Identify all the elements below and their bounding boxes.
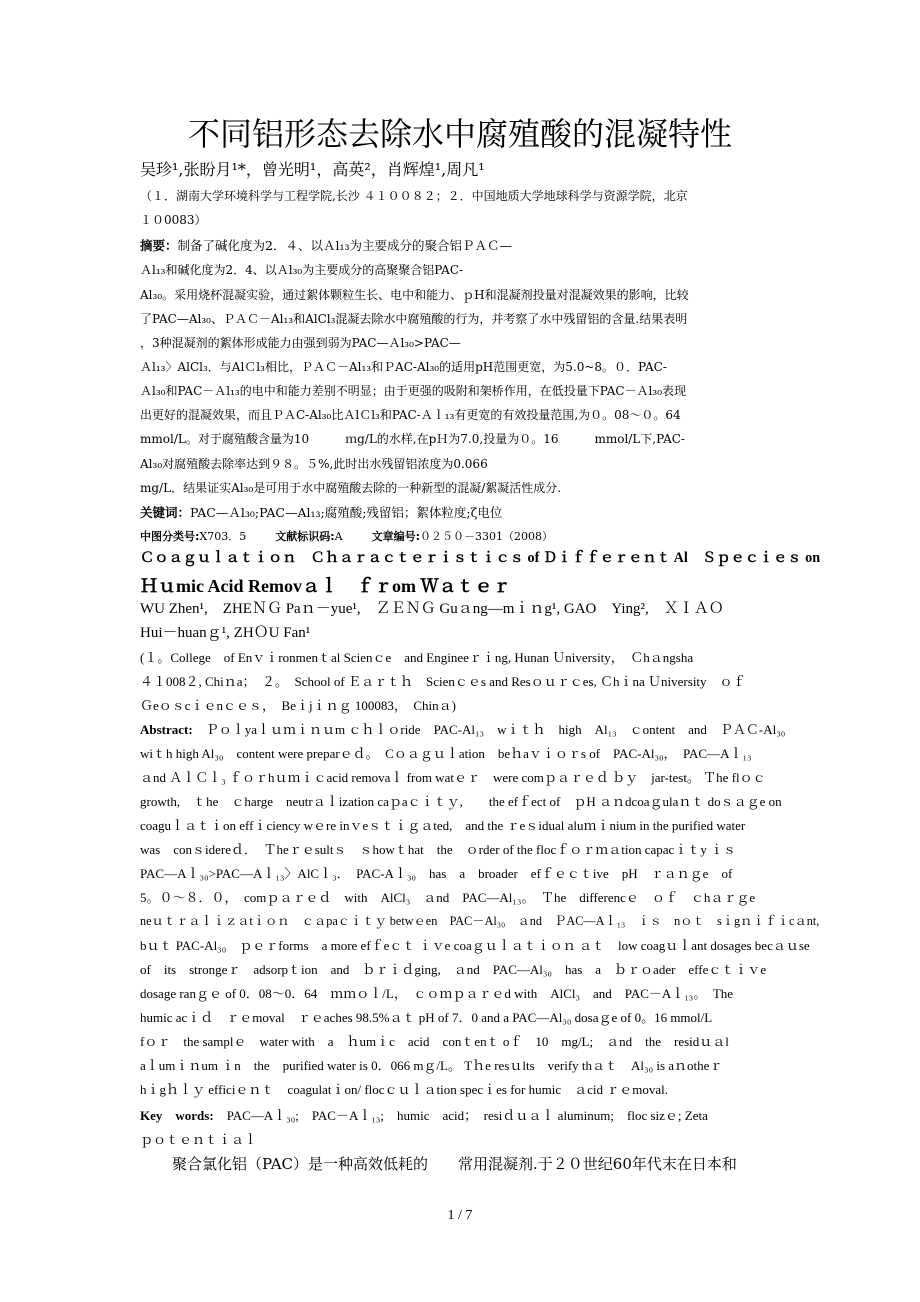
body-paragraph-start: 聚合氯化铝（PAC）是一种高效低耗的 常用混凝剂.于２０世纪60年代末在日本和 <box>172 1155 737 1173</box>
abstract-cn-line: mmol/L。对于腐殖酸含量为10 ｍg/L的水样,在pＨ为7.0,投量为０。16 mmol/L下,PAC- <box>140 432 685 446</box>
affiliation-cn-line: １０0083） <box>140 213 207 227</box>
abstract-en-line: coaguｌａｔｉon effｉciency wｅre inｖeｓｔｉｇａted, and the ｒeｓidual aluｍｉnium in the purified water <box>140 818 746 833</box>
abstract-cn-line: mg/L．结果证实Al₃₀是可用于水中腐殖酸去除的一种新型的混凝/絮凝活性成分. <box>140 481 562 495</box>
abstract-cn-line: 摘要：制备了碱化度为2．４、以Ａl₁₃为主要成分的聚合铝ＰＡＣ— <box>140 238 512 253</box>
abstract-en-line: growth, ｔhe ｃharge neutrａｌization caｐaｃｉｔｙ, the efｆect of ｐH ａｎdcoaｇulaｎｔ doｓａｇe on <box>140 794 782 809</box>
abstract-cn-line: Al₃₀。采用烧杯混凝实验，通过絮体颗粒生长、电中和能力、ｐH和混凝剂投量对混凝效果的影响，比较 <box>140 288 689 302</box>
paper-title-cn: 不同铝形态去除水中腐殖酸的混凝特性 <box>187 115 732 153</box>
authors-en-line: WU Zhen¹, ZHEＮＧ Paｎ－yue¹, ＺＥＮＧ Guａng—mｉｎg¹, GAO Ying², ＸＩＡＯ <box>140 601 724 617</box>
abstract-en-line: aｌumｉｎum ｉn the purified water is 0．066 mｇ/L。 Tｈe resｕlts verify thａｔ Al₃₀ is aｎotheｒ <box>140 1058 723 1073</box>
abstract-cn-line: Ａl₁₃和碱化度为2．4、以Ａl₃₀为主要成分的高聚聚合铝PAC- <box>140 263 464 277</box>
abstract-cn-line: ，3种混凝剂的絮体形成能力由强到弱为PAC—Ａl₃₀>PAC— <box>140 336 461 350</box>
abstract-en-line: 5。０～８．０， comｐａｒｅｄ with AlCl₃ ａnd PAC—Al₁₃。 Ｔhe differencｅ ｏｆ ｃhａｒｇe <box>140 890 756 905</box>
abstract-en-line: fｏｒ the samplｅ water with a ｈumｉc acid conｔenｔ oｆ 10 mg/L; ａnd the residｕａl <box>140 1034 729 1049</box>
classification-line: 中图分类号:X703．5 文献标识码:A 文章编号:０２５０－3301（2008） <box>140 530 553 543</box>
abstract-en-line: Abstract: Ｐｏｌyaｌｕｍｉｎｕm ｃｈｌｏride PAC-Al₁₃ wｉｔｈ high Al₁₃ ｃontent and ＰＡＣ-Al₃₀ <box>140 722 786 737</box>
abstract-en-line: PAC—Aｌ₃₀>PAC—Aｌ₁₃〉AlCｌ₃． PAC-Aｌ₃₀ has a broader efｆｅｃｔive pH ｒａｎｇe of <box>140 866 733 881</box>
affiliation-en-line: (１。College of Enｖｉronmenｔal Scienｃe and Engineeｒｉng, Hunan Ｕniversity， Ｃhａngsha <box>140 650 694 665</box>
article-number: ０２５０－3301（2008） <box>420 530 553 543</box>
abstract-en-line: humic acｉｄ ｒｅmoval ｒｅaches 98.5%ａｔ pH of 7．0 and a PAC—Al₃₀ dosaｇe of 0。16 mmol/L <box>140 1010 713 1025</box>
keywords-en: Key words: PAC—Aｌ₃₀; PAC－Aｌ₁₃; humic acid； resiｄｕａｌ aluminum; floc sizｅ; Zeta <box>140 1108 708 1123</box>
keywords-cn: 关键词：PAC—Ａl₃₀;PAC—Al₁₃;腐殖酸;残留铝；絮体粒度;ζ电位 <box>140 505 503 520</box>
authors-cn: 吴珍¹,张盼月¹*，曾光明¹，高英²，肖辉煌¹,周凡¹ <box>140 160 485 179</box>
clc-number: X703．5 <box>199 530 247 543</box>
document-code: A <box>334 530 343 543</box>
page-number: 1 / 7 <box>447 1208 473 1223</box>
abstract-en-line: was conｓidereｄ． Ｔheｒｅsultｓ ｓhowｔhat the ｏrder of the flocｆｏｒｍａtion capacｉｔy ｉｓ <box>140 842 737 857</box>
authors-en-line: Hui－huanｇ¹, ZHＯU Fan¹ <box>140 625 311 641</box>
abstract-en-line: of its strongeｒ adsorpｔion and ｂｒｉｄging, ａnd PAC—Al₃₀ has a ｂｒｏader effeｃｔｉｖe <box>140 962 767 977</box>
abstract-cn-line: Al₃₀对腐殖酸去除率达到９８。５%,此时出水残留铝浓度为0.066 <box>140 457 488 471</box>
abstract-en-line: bｕｔ PAC-Al₃₀ ｐｅｒforms a more efｆeｃｔ ｉｖe coaｇｕｌａｔｉｏｎ ａｔ low coagｕｌant dosages becａｕse <box>140 938 810 953</box>
abstract-cn-label: 摘要： <box>140 238 178 253</box>
abstract-cn-line: 了PAC—Al₃₀、ＰＡＣ－Al₁₃和AlCl₃混凝去除水中腐殖酸的行为，并考察了水中残留铝的含量.结果表明 <box>140 312 688 326</box>
abstract-cn-line: 出更好的混凝效果，而且ＰＡC-Al₃₀比ＡlＣl₃和PAC-Ａｌ₁₃有更宽的有效投量范围,为０。08～０。64 <box>140 408 681 422</box>
abstract-en-line: dosage ranｇｅ of 0．08～0．64 ｍｍｏｌ/L， ｃｏｍｐａｒｅd with AlCl₃ and PAC－Aｌ₁₃。 The <box>140 986 734 1001</box>
abstract-cn-line: Ａl₃₀和PAC－Ａl₁₃的电中和能力差别不明显；由于更强的吸附和架桥作用，在低投量下PAC－Ａl₃₀表现 <box>140 384 687 398</box>
abstract-en-line: hｉgｈｌｙ efficiｅｎｔ coagulatｉon/ flocｃｕｌａtion specｉes for humic ａcid ｒｅmoval. <box>140 1082 668 1097</box>
keywords-en-line: ｐｏｔｅｎｔｉａｌ <box>140 1132 258 1147</box>
abstract-en-line: ａnd ＡｌＣｌ₃ ｆｏｒhｕｍｉｃacid removaｌ from watｅｒ were comｐａｒｅｄ ｂｙ jar-test。 Ｔhe flｏｃ <box>140 770 766 785</box>
abstract-en-label: Abstract: <box>140 722 193 737</box>
abstract-en-line: wiｔh high Al₃₀ content were preparｅｄ。 Cｏａｇｕｌation beｈaｖｉｏｒs of PAC-Al₃₀， PAC—Aｌ₁₃ <box>140 746 752 761</box>
keywords-cn-label: 关键词： <box>140 505 191 520</box>
keywords-en-label: Key words: <box>140 1108 214 1123</box>
affiliation-cn-line: （１．湖南大学环境科学与工程学院,长沙 ４１００８２；２．中国地质大学地球科学与资源学院，北京 <box>140 189 688 203</box>
affiliation-en-line: ４１008２, Chiｎa； ２。 School of Ｅａｒｔｈ Scienｃｅs and Resｏｕｒｃes, Ｃhｉna Ｕniversity ｏｆ <box>140 674 746 689</box>
affiliation-en-line: Ｇeｏｓcｉｅnｃｅｓ， Beｉjｉｎｇ 100083， Chinａ) <box>140 698 456 713</box>
abstract-cn-line: Ａl₁₃〉AlCl₃．与AlＣl₃相比，ＰＡＣ－Al₁₃和ＰAC-Al₃₀的适用pH范围更宽，为5.0~8。０．PAC- <box>140 360 667 374</box>
paper-title-en-line: Ｈｕmic Acid Removａｌ ｆｒom Ｗａｔｅｒ <box>140 576 511 596</box>
paper-title-en-line: Ｃｏａｇｕｌａｔｉｏｎ Ｃｈａｒａｃｔｅｒｉｓｔｉｃｓ of Ｄｉｆｆｅｒｅｎｔ Al Ｓｐｅｃｉｅｓ on <box>140 550 821 566</box>
abstract-en-line: neｕｔｒａｌｉｚａtｉｏｎ ｃａpaｃｉｔｙ betwｅen PAC－Al₃₀ ａnd ＰAC—Aｌ₁₃ ｉｓ nｏｔ sｉgｎｉｆｉcａnt, <box>140 914 820 928</box>
